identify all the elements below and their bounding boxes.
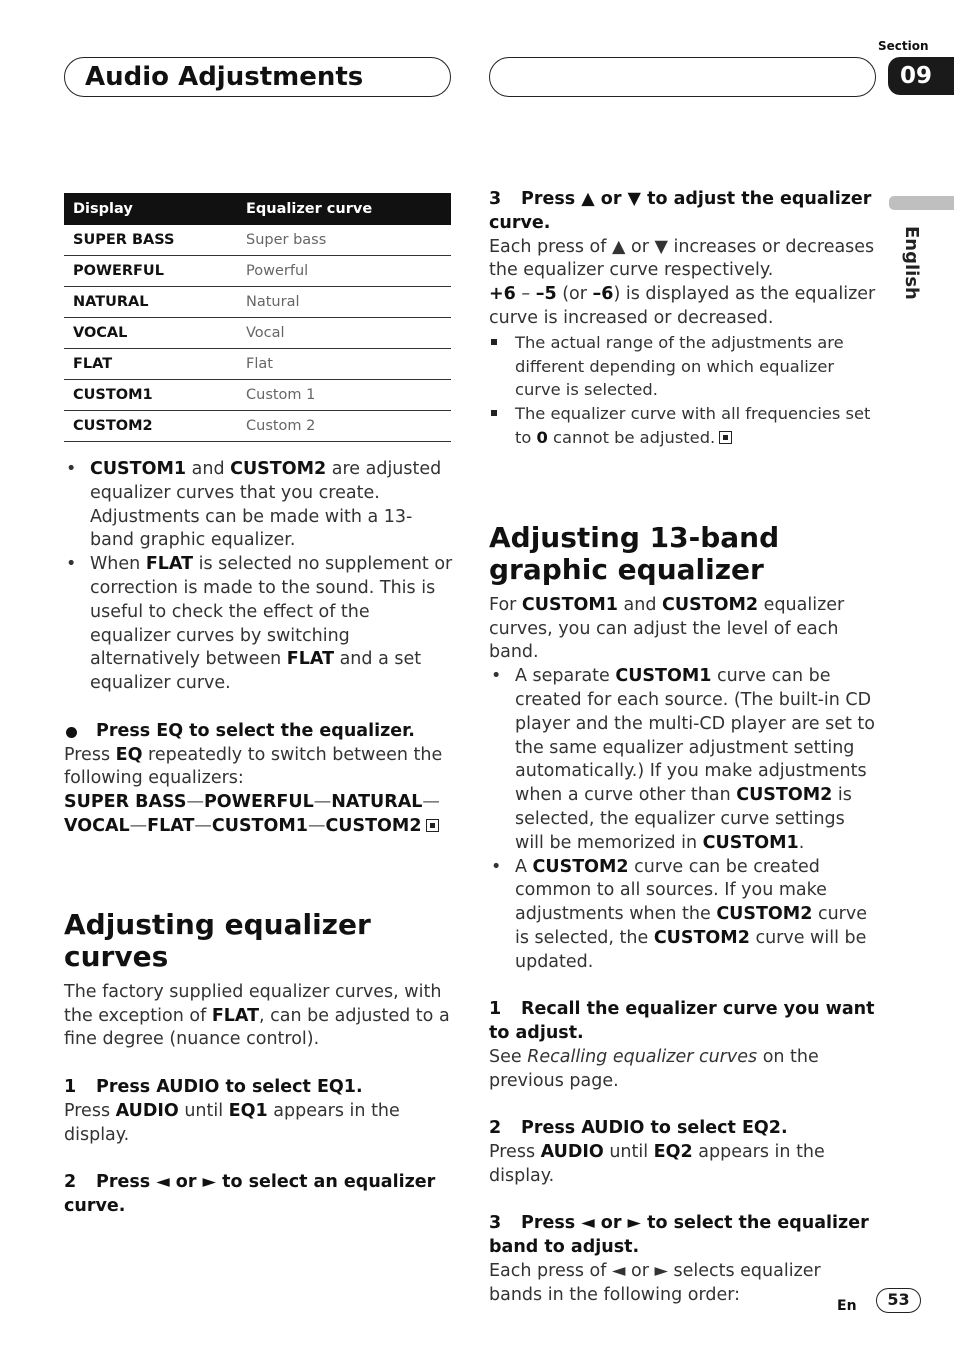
table-row xyxy=(64,380,451,411)
sequence-item: CUSTOM2 xyxy=(325,815,422,836)
text-span: See xyxy=(489,1046,528,1067)
table-row xyxy=(64,256,451,287)
bold-term: CUSTOM2 xyxy=(230,459,327,479)
section-heading: Adjusting equalizer curves xyxy=(64,907,371,973)
step-heading xyxy=(489,998,879,1046)
bold-term: CUSTOM1 xyxy=(90,459,187,479)
bullet-icon: • xyxy=(66,554,77,575)
section-number: 09 xyxy=(888,57,954,95)
step-heading xyxy=(64,1076,454,1100)
table-cell: FLAT xyxy=(64,349,237,380)
step-text: Press AUDIO to select EQ1. xyxy=(96,1076,363,1097)
bold-term: FLAT xyxy=(286,649,335,670)
step-heading xyxy=(64,1171,454,1219)
text-span: Press xyxy=(489,1142,541,1163)
table-cell: Powerful xyxy=(237,256,451,287)
step-description xyxy=(64,1100,454,1148)
step-description: Each press of ▲ or ▼ increases or decreases the equalizer curve respectively. xyxy=(489,236,875,281)
text-span: curve can be created for each source. (The built-in CD player and the multi-CD player are set to the same equalizer adjustment setting automatically.) If you make adjustments when a curve other than xyxy=(515,666,875,806)
header-title-pill xyxy=(64,57,451,97)
note-item xyxy=(489,331,879,402)
step-number: 2 xyxy=(64,1172,77,1193)
text-span: on the previous page. xyxy=(489,1046,819,1091)
table-header-display: Display xyxy=(64,193,237,225)
table-cell: CUSTOM2 xyxy=(64,411,237,442)
sequence-item: FLAT xyxy=(147,815,195,836)
bold-term: CUSTOM1 xyxy=(615,666,712,687)
table-header-curve: Equalizer curve xyxy=(237,193,451,225)
text-span: and a set equalizer curve. xyxy=(90,649,422,694)
bold-term: +6 xyxy=(489,284,516,305)
page-title: Audio Adjustments xyxy=(85,62,364,92)
bold-term: 0 xyxy=(536,427,548,447)
footer-lang: En xyxy=(837,1298,857,1314)
step-text: Press AUDIO to select EQ2. xyxy=(521,1118,788,1139)
bold-term: FLAT xyxy=(145,554,194,575)
table-cell: Vocal xyxy=(237,318,451,349)
bold-term: CUSTOM2 xyxy=(716,904,813,925)
table-row xyxy=(64,349,451,380)
text-span: equalizer curves, you can adjust the level of each band. xyxy=(489,594,845,663)
separator: — xyxy=(186,792,204,813)
text-span: The actual range of the adjustments are different depending on which equalizer curve is selected. xyxy=(515,332,844,400)
table-cell: Natural xyxy=(237,287,451,318)
table-cell: VOCAL xyxy=(64,318,237,349)
step-number: 3 xyxy=(489,189,502,209)
text-span: and xyxy=(617,594,663,615)
text-span: , can be adjusted to a fine degree (nuance control). xyxy=(64,1005,450,1050)
text-span: is selected no supplement or correction is made to the sound. This is useful to check the effect of the equalizer curves by switching alternatively between xyxy=(90,554,453,670)
bold-term: –5 xyxy=(535,284,557,305)
bold-term: FLAT xyxy=(211,1005,260,1026)
section-intro xyxy=(489,594,879,665)
step-text: Press ◄ or ► to select an equalizer curve. xyxy=(64,1172,436,1216)
step-heading xyxy=(489,1117,879,1141)
section-heading: Adjusting 13-band graphic equalizer xyxy=(489,520,780,586)
italic-reference: Recalling equalizer curves xyxy=(527,1046,758,1067)
language-label: English xyxy=(901,226,922,300)
table-cell: NATURAL xyxy=(64,287,237,318)
end-mark-icon xyxy=(719,431,732,444)
text-span: – xyxy=(515,284,536,305)
step-number: 1 xyxy=(64,1076,77,1097)
bullet-icon: • xyxy=(491,666,502,687)
table-row xyxy=(64,411,451,442)
sequence-item: SUPER BASS xyxy=(64,792,187,813)
separator: — xyxy=(313,792,332,813)
list-item xyxy=(64,553,454,696)
right-column xyxy=(489,188,879,1308)
text-span: is selected, the equalizer curve settings will be memorized in xyxy=(515,785,852,853)
bold-term: –6 xyxy=(592,284,614,305)
text-span: A xyxy=(515,856,533,877)
list-item xyxy=(489,856,879,975)
table-cell: Custom 1 xyxy=(237,380,451,411)
table-cell: POWERFUL xyxy=(64,256,237,287)
text-span: curve can be created common to all sources. If you make adjustments when the xyxy=(515,856,827,925)
text-span: until xyxy=(603,1142,654,1163)
text-span: repeatedly to switch between the following equalizers: xyxy=(64,744,443,789)
bold-term: CUSTOM2 xyxy=(532,856,629,877)
equalizer-sequence xyxy=(64,791,454,839)
table-cell: SUPER BASS xyxy=(64,225,237,256)
table-row xyxy=(64,287,451,318)
text-span: Press xyxy=(64,744,116,765)
bold-term: EQ2 xyxy=(653,1142,693,1163)
press-eq-description xyxy=(64,744,454,792)
step-heading xyxy=(489,1212,879,1260)
end-mark-icon xyxy=(426,819,439,832)
text-span: Press xyxy=(64,1100,116,1121)
text-span: are adjusted equalizer curves that you create. Adjustments can be made with a 13-band graphic equalizer. xyxy=(90,459,442,551)
table-cell: CUSTOM1 xyxy=(64,380,237,411)
text-span: until xyxy=(178,1100,229,1121)
step-text: Press ▲ or ▼ to adjust the equalizer curve. xyxy=(489,189,872,233)
table-header-row xyxy=(64,193,451,225)
bullet-icon: • xyxy=(491,856,502,877)
note-square-icon xyxy=(491,339,497,345)
bold-term: CUSTOM2 xyxy=(736,785,833,806)
bold-term: AUDIO xyxy=(115,1100,179,1121)
text-span: cannot be adjusted. xyxy=(547,427,716,447)
separator: — xyxy=(129,815,148,836)
step-number: 2 xyxy=(489,1118,502,1139)
bold-term: CUSTOM1 xyxy=(521,594,618,615)
bold-term: EQ xyxy=(115,744,143,765)
bullet-icon: • xyxy=(66,459,77,479)
separator: — xyxy=(422,792,440,813)
text-span: (or xyxy=(556,284,593,305)
step-text: Press EQ to select the equalizer. xyxy=(96,720,415,741)
text-span: The equalizer curve with all frequencies set to xyxy=(515,404,871,447)
text-span: . xyxy=(798,832,805,853)
text-span: curve is selected, the xyxy=(515,904,867,948)
range-description xyxy=(489,283,879,331)
list-item xyxy=(64,458,454,553)
text-span: appears in the display. xyxy=(64,1100,400,1145)
note-square-icon xyxy=(491,410,497,416)
text-span: ) is displayed as the equalizer curve is increased or decreased. xyxy=(489,284,876,328)
table-row xyxy=(64,225,451,256)
section-intro xyxy=(64,981,454,1052)
step-description: Each press of ◄ or ► selects equalizer bands in the following order: xyxy=(489,1261,821,1305)
text-span: When xyxy=(90,554,146,575)
language-tab xyxy=(889,196,954,210)
bold-term: CUSTOM1 xyxy=(702,832,799,853)
separator: — xyxy=(194,815,212,836)
step-text: Press ◄ or ► to select the equalizer band to adjust. xyxy=(489,1213,869,1258)
list-item xyxy=(489,665,879,855)
press-eq-step xyxy=(64,720,454,744)
step-text: Recall the equalizer curve you want to adjust. xyxy=(489,999,875,1044)
table-cell: Super bass xyxy=(237,225,451,256)
text-span: The factory supplied equalizer curves, with the exception of xyxy=(64,981,442,1026)
equalizer-table xyxy=(64,193,451,442)
sequence-item: CUSTOM1 xyxy=(211,815,308,836)
sequence-item: VOCAL xyxy=(64,815,130,836)
step-description xyxy=(489,1141,879,1189)
page-number: 53 xyxy=(876,1288,921,1313)
text-span: appears in the display. xyxy=(489,1142,825,1186)
table-cell: Flat xyxy=(237,349,451,380)
step-description xyxy=(489,1046,879,1094)
text-span: curve will be updated. xyxy=(515,927,867,972)
step-heading xyxy=(489,188,879,236)
text-span: and xyxy=(186,459,231,479)
text-span: For xyxy=(489,594,522,615)
section-label: Section xyxy=(878,39,929,53)
table-row xyxy=(64,318,451,349)
text-span: A separate xyxy=(515,666,616,687)
bold-term: CUSTOM2 xyxy=(662,594,759,615)
step-number: 3 xyxy=(489,1213,502,1234)
bold-term: CUSTOM2 xyxy=(653,927,750,948)
left-column xyxy=(64,193,454,1219)
step-number: 1 xyxy=(489,999,502,1020)
bold-term: AUDIO xyxy=(540,1142,604,1163)
sequence-item: NATURAL xyxy=(331,792,423,813)
header-blank-pill xyxy=(489,57,876,97)
step-bullet-icon xyxy=(66,727,77,738)
separator: — xyxy=(307,815,326,836)
table-cell: Custom 2 xyxy=(237,411,451,442)
note-item xyxy=(489,402,879,450)
sequence-item: POWERFUL xyxy=(203,792,314,813)
bold-term: EQ1 xyxy=(228,1100,268,1121)
